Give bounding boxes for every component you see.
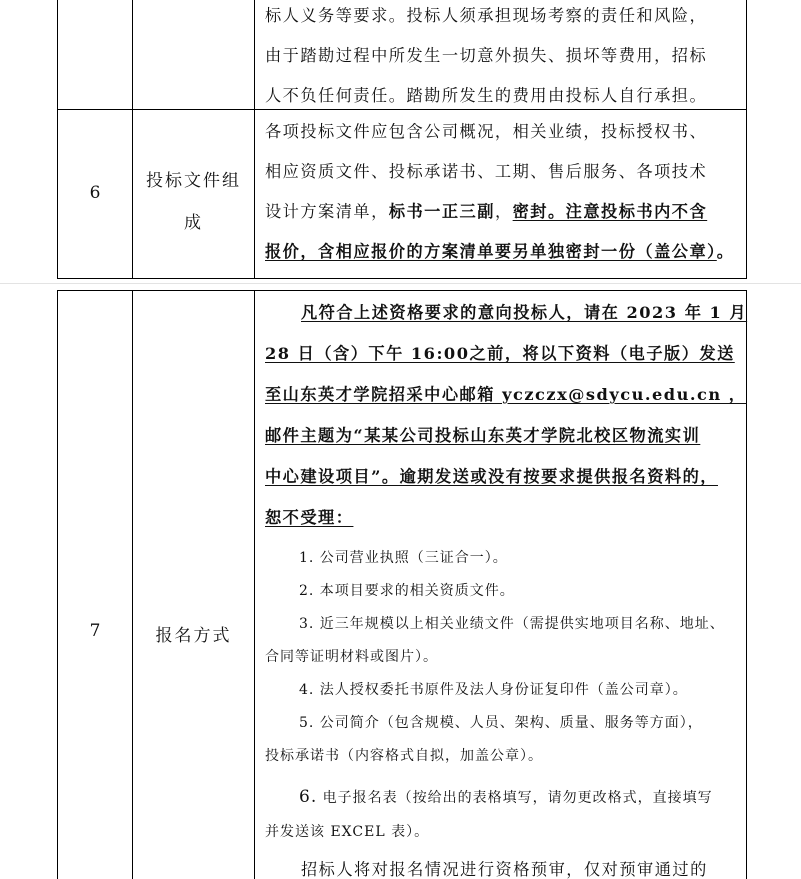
list-item: 2. 本项目要求的相关资质文件。 <box>299 583 515 599</box>
item-number: 6. <box>299 787 318 807</box>
list-item: 1. 公司营业执照（三证合一）。 <box>299 550 508 566</box>
row-divider <box>58 278 746 279</box>
row-7-final-text <box>265 851 743 879</box>
column-divider <box>254 291 255 879</box>
text-line: 标人义务等要求。投标人须承担现场考察的责任和风险， <box>265 6 708 25</box>
list-item <box>265 780 743 815</box>
label-line: 投标文件组 <box>146 171 241 191</box>
row-continued-content <box>265 0 743 116</box>
row-7-intro <box>265 292 748 538</box>
text-line: 相应资质文件、投标承诺书、工期、售后服务、各项技术 <box>265 162 708 181</box>
text-bold-underlined: 报价，含相应报价的方案清单要另单独密封一份（盖公章） <box>265 242 717 261</box>
text-bold: 。 <box>716 242 735 261</box>
requirements-list <box>265 542 743 773</box>
row-7-label: 报名方式 <box>155 626 232 646</box>
row-7-number: 7 <box>89 621 101 641</box>
label-line: 成 <box>184 213 203 233</box>
row-6-number: 6 <box>89 183 101 203</box>
text-bold: 标书一正三副 <box>388 202 495 221</box>
text-line: 人不负任何责任。踏勘所发生的费用由投标人自行承担。 <box>265 86 708 105</box>
text-line: 招标人将对报名情况进行资格预审，仅对预审通过的 <box>301 860 708 879</box>
text-plain: 设计方案清单， <box>265 202 389 221</box>
row-6-label <box>133 160 254 244</box>
list-item-continued: 合同等证明材料或图片）。 <box>265 649 438 665</box>
list-item-continued: 并发送该 EXCEL 表）。 <box>265 824 430 840</box>
text-line: 中心建设项目”。逾期发送或没有按要求提供报名资料的， <box>265 467 718 486</box>
table-page-1 <box>57 0 747 279</box>
text-line: 邮件主题为“某某公司投标山东英才学院北校区物流实训 <box>265 426 701 445</box>
text-bold-underlined: 密封。注意投标书内不含 <box>512 202 708 221</box>
text-line: 至山东英才学院招采中心邮箱 yczczx@sdycu.edu.cn ， <box>265 385 747 404</box>
table-page-2 <box>57 290 747 879</box>
list-item: 4. 法人授权委托书原件及法人身份证复印件（盖公司章）。 <box>299 682 688 698</box>
text-line: 各项投标文件应包含公司概况，相关业绩，投标授权书、 <box>265 122 708 141</box>
text-line: 恕不受理： <box>265 508 354 527</box>
row-6-content <box>265 112 743 272</box>
text-line: 由于踏勘过程中所发生一切意外损失、损坏等费用，招标 <box>265 46 708 65</box>
list-item-continued: 投标承诺书（内容格式自拟，加盖公章）。 <box>265 748 543 764</box>
text-line: 28 日（含）下午 16:00之前，将以下资料（电子版）发送 <box>265 344 735 363</box>
column-divider <box>132 291 133 879</box>
item-text: 电子报名表（按给出的表格填写，请勿更改格式，直接填写 <box>317 790 713 806</box>
text-line <box>265 232 743 272</box>
text-plain: ， <box>494 202 513 221</box>
list-item: 5. 公司简介（包含规模、人员、架构、质量、服务等方面）， <box>299 715 703 731</box>
requirements-item-6 <box>265 780 743 849</box>
text-line <box>265 192 743 232</box>
page-break <box>0 283 801 284</box>
column-divider <box>254 0 255 279</box>
list-item: 3. 近三年规模以上相关业绩文件（需提供实地项目名称、地址、 <box>299 616 725 632</box>
text-line: 凡符合上述资格要求的意向投标人，请在 2023 年 1 月 <box>301 303 748 322</box>
